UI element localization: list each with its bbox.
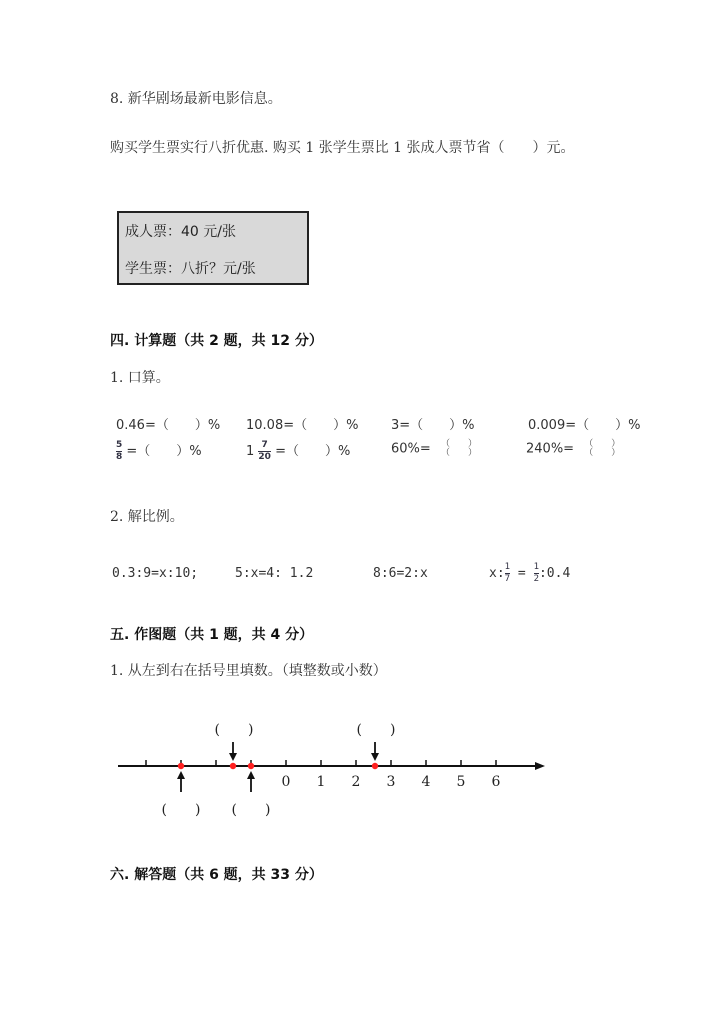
oral-calc-item-3: 3=（ ）% xyxy=(391,418,475,433)
question-8-title: 8. 新华剧场最新电影信息。 xyxy=(110,91,282,107)
answer-blanks xyxy=(162,722,396,818)
proportion-item-4: x: $\frac{1}{7}$ = $\frac{1}{2}$ :0.4 xyxy=(489,562,571,584)
svg-text:2: 2 xyxy=(351,774,361,790)
arrow-up-icon xyxy=(177,771,255,792)
tick-labels xyxy=(282,774,501,790)
arrow-down-icon xyxy=(229,742,379,761)
fraction-5-8: $\frac{5}{8}$ xyxy=(116,440,123,462)
svg-text:3: 3 xyxy=(386,774,396,790)
oral-calc-item-8: 240%= （ ） （ ） xyxy=(526,440,624,458)
fraction-7-20: $\frac{7}{20}$ xyxy=(258,440,271,462)
student-ticket-price: 学生票：八折？元/张 xyxy=(125,261,256,277)
blank-above-1: ( ) xyxy=(214,722,254,738)
section-5-heading: 五. 作图题（共 1 题，共 4 分） xyxy=(110,627,314,643)
blank-below-2: ( ) xyxy=(231,802,271,818)
blank-above-2: ( ) xyxy=(356,722,396,738)
proportion-item-3: 8:6=2:x xyxy=(373,566,428,581)
oral-calc-item-6: 1 $\frac{7}{20}$ =（ ）% xyxy=(246,440,351,462)
oral-calc-item-2: 10.08=（ ）% xyxy=(246,418,359,433)
oral-calc-item-1: 0.46=（ ）% xyxy=(116,418,221,433)
blank-below-1: ( ) xyxy=(161,802,201,818)
blank-fraction: （ ） （ ） xyxy=(440,439,477,458)
section-5-q1-title: 1. 从左到右在括号里填数。（填整数或小数） xyxy=(110,663,387,679)
section-4-q2-title: 2. 解比例。 xyxy=(110,509,184,525)
arrow-head-icon xyxy=(535,762,545,770)
section-4-q1-title: 1. 口算。 xyxy=(110,370,170,386)
blank-fraction: （ ） （ ） xyxy=(584,439,621,458)
proportion-item-2: 5:x=4: 1.2 xyxy=(235,566,314,581)
svg-text:6: 6 xyxy=(491,774,501,790)
oral-calc-item-7: 60%= （ ） （ ） xyxy=(391,440,481,458)
adult-ticket-price: 成人票：40 元/张 xyxy=(125,224,236,240)
svg-text:5: 5 xyxy=(456,774,466,790)
question-8-prompt: 购买学生票实行八折优惠. 购买 1 张学生票比 1 张成人票节省（ ）元。 xyxy=(110,140,575,156)
svg-text:0: 0 xyxy=(281,774,291,790)
oral-calc-item-4: 0.009=（ ）% xyxy=(528,418,641,433)
proportion-item-1: 0.3:9=x:10; xyxy=(112,566,199,581)
oral-calc-item-5: $\frac{5}{8}$ =（ ）% xyxy=(116,440,202,462)
svg-text:4: 4 xyxy=(421,774,431,790)
svg-text:1: 1 xyxy=(316,774,326,790)
section-4-heading: 四. 计算题（共 2 题，共 12 分） xyxy=(110,333,323,349)
section-6-heading: 六. 解答题（共 6 题，共 33 分） xyxy=(110,867,323,883)
